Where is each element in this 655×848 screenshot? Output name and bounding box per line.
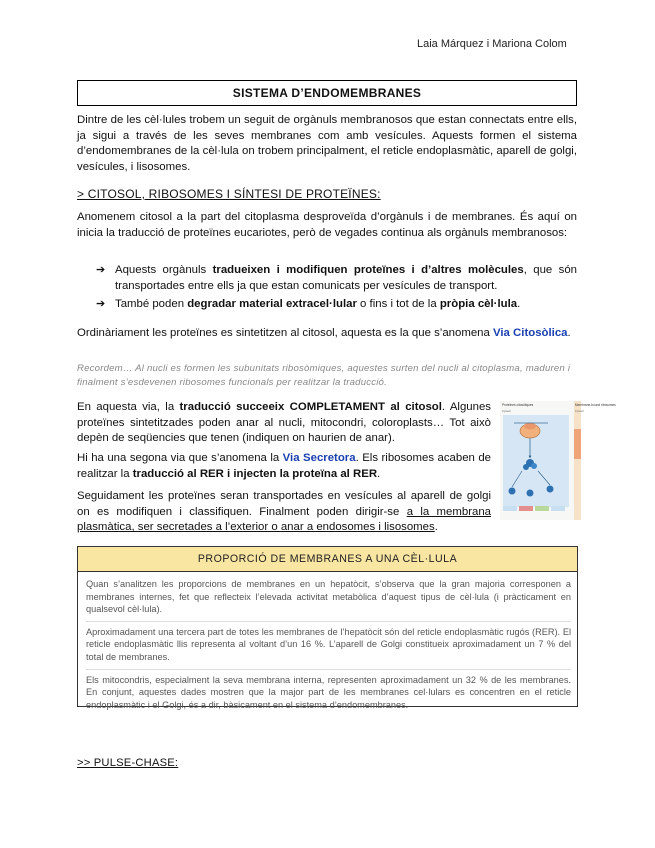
reminder-note: Recordem… Al nucli es formen les subunitats ribosòmiques, aquestes surten del nucli al citoplasma, maduren i finalment s’esdevenen ribosomes funcionals per realitzar la traducció. — [77, 363, 571, 388]
section-heading-pulse-chase: >> PULSE-CHASE: — [77, 757, 179, 769]
citosol-paragraph: Anomenem citosol a la part del citoplasma desproveïda d’orgànuls i de membranes. És aquí on inicia la traducció de proteïnes eucariotes, però de vegades continua als orgànuls membranosos: — [77, 211, 577, 239]
box-heading: PROPORCIÓ DE MEMBRANES A UNA CÈL·LULA — [78, 547, 577, 572]
bullet-item: ➔ També poden degradar material extracel·lular o fins i tot de la pròpia cèl·lula. — [77, 297, 577, 313]
via-citosolica-link[interactable]: Via Citosòlica — [493, 327, 568, 339]
translation-paragraph: En aquesta via, la traducció succeeix COMPLETAMENT al citosol. Algunes proteïnes sintetitzades poden anar al nucli, mitocondri, coloroplasts… Tot això depèn de seqüencies que tenen (indiquen on haurien de anar). — [77, 401, 491, 444]
right-panel-label: Cytosol — [575, 410, 584, 413]
box-body — [78, 572, 577, 711]
section-heading-citosol: > CITOSOL, RIBOSOMES I SÍNTESI DE PROTEÏNES: — [77, 187, 381, 201]
bullet-item: ➔ Aquests orgànuls tradueixen i modifiquen proteïnes i d’altres molècules, que són transportades entre ells ja que estan comunicats per vesícules de transport. — [96, 264, 577, 292]
box-paragraph: Aproximadament una tercera part de totes les membranes de l’hepatòcit són del reticle endoplasmàtic rugós (RER). El reticle endoplasmàtic llis representa al voltant d’un 16 %. L’aparell de Golgi constitueix aproximadament un 7 % del total de membranes. — [86, 626, 571, 662]
membrane-proportion-box — [77, 546, 578, 710]
box-paragraph: Quan s’analitzen les proporcions de membranes en un hepatòcit, s’observa que la gran majoria corresponen a membranes internes, fet que reflecteix l’elevada activitat metabòlica d’aquest tipus de cèl·lula (i pràcticament en qualsevol cèl·lula). — [86, 579, 571, 615]
protein-pathways-figure — [500, 401, 616, 520]
bullet-list — [77, 263, 577, 316]
via-secretora-paragraph: Hi ha una segona via que s’anomena la Via Secretora. Els ribosomes acaben de realitzar la traducció al RER i injecten la proteïna al RER. — [77, 452, 491, 480]
divider — [86, 669, 571, 670]
via-secretora-link[interactable]: Via Secretora — [282, 452, 356, 464]
arrow-right-icon: ➔ — [96, 298, 106, 310]
pathways-diagram — [500, 401, 616, 520]
author-header: Laia Márquez i Mariona Colom — [417, 38, 567, 50]
arrow-right-icon: ➔ — [96, 264, 106, 276]
divider — [86, 621, 571, 622]
left-panel-label: Cytosol — [502, 410, 511, 413]
via-citosolica-paragraph: Ordinàriament les proteïnes es sintetitzen al citosol, aquesta es la que s’anomena Via Citosòlica. — [77, 327, 571, 339]
box-paragraph: Els mitocondris, especialment la seva membrana interna, representen aproximadament un 32 % de les membranes. En conjunt, aquestes dades mostren que la major part de les membranes cel·lulars es concentren en el reticle endoplasmàtic i el Golgi, és a dir, bàsicament en el sistema d’endomembranes. — [86, 674, 571, 710]
right-panel-title: Membrane-bound ribosomes — [575, 403, 616, 407]
left-panel-title: Proteïnes citosòliques — [502, 403, 534, 407]
page-title: SISTEMA D’ENDOMEMBRANES — [77, 80, 577, 106]
intro-paragraph: Dintre de les cèl·lules trobem un seguit de orgànuls membranosos que estan connectats entre ells, ja sigui a través de les seves membranes com amb vesícules. Aquests formen el sistema d’endomembranes de la cèl·lula on trobem principalment, el reticle endoplasmàtic, aparell de golgi, vesícules, i lisosomes. — [77, 114, 577, 173]
golgi-paragraph: Seguidament les proteïnes seran transportades en vesícules al aparell de golgi on es modifiquen i classifiquen. Finalment poden dirigir-se a la membrana plasmàtica, ser secretades a l’exterior o anar a endosomes i lisosomes. — [77, 490, 492, 533]
